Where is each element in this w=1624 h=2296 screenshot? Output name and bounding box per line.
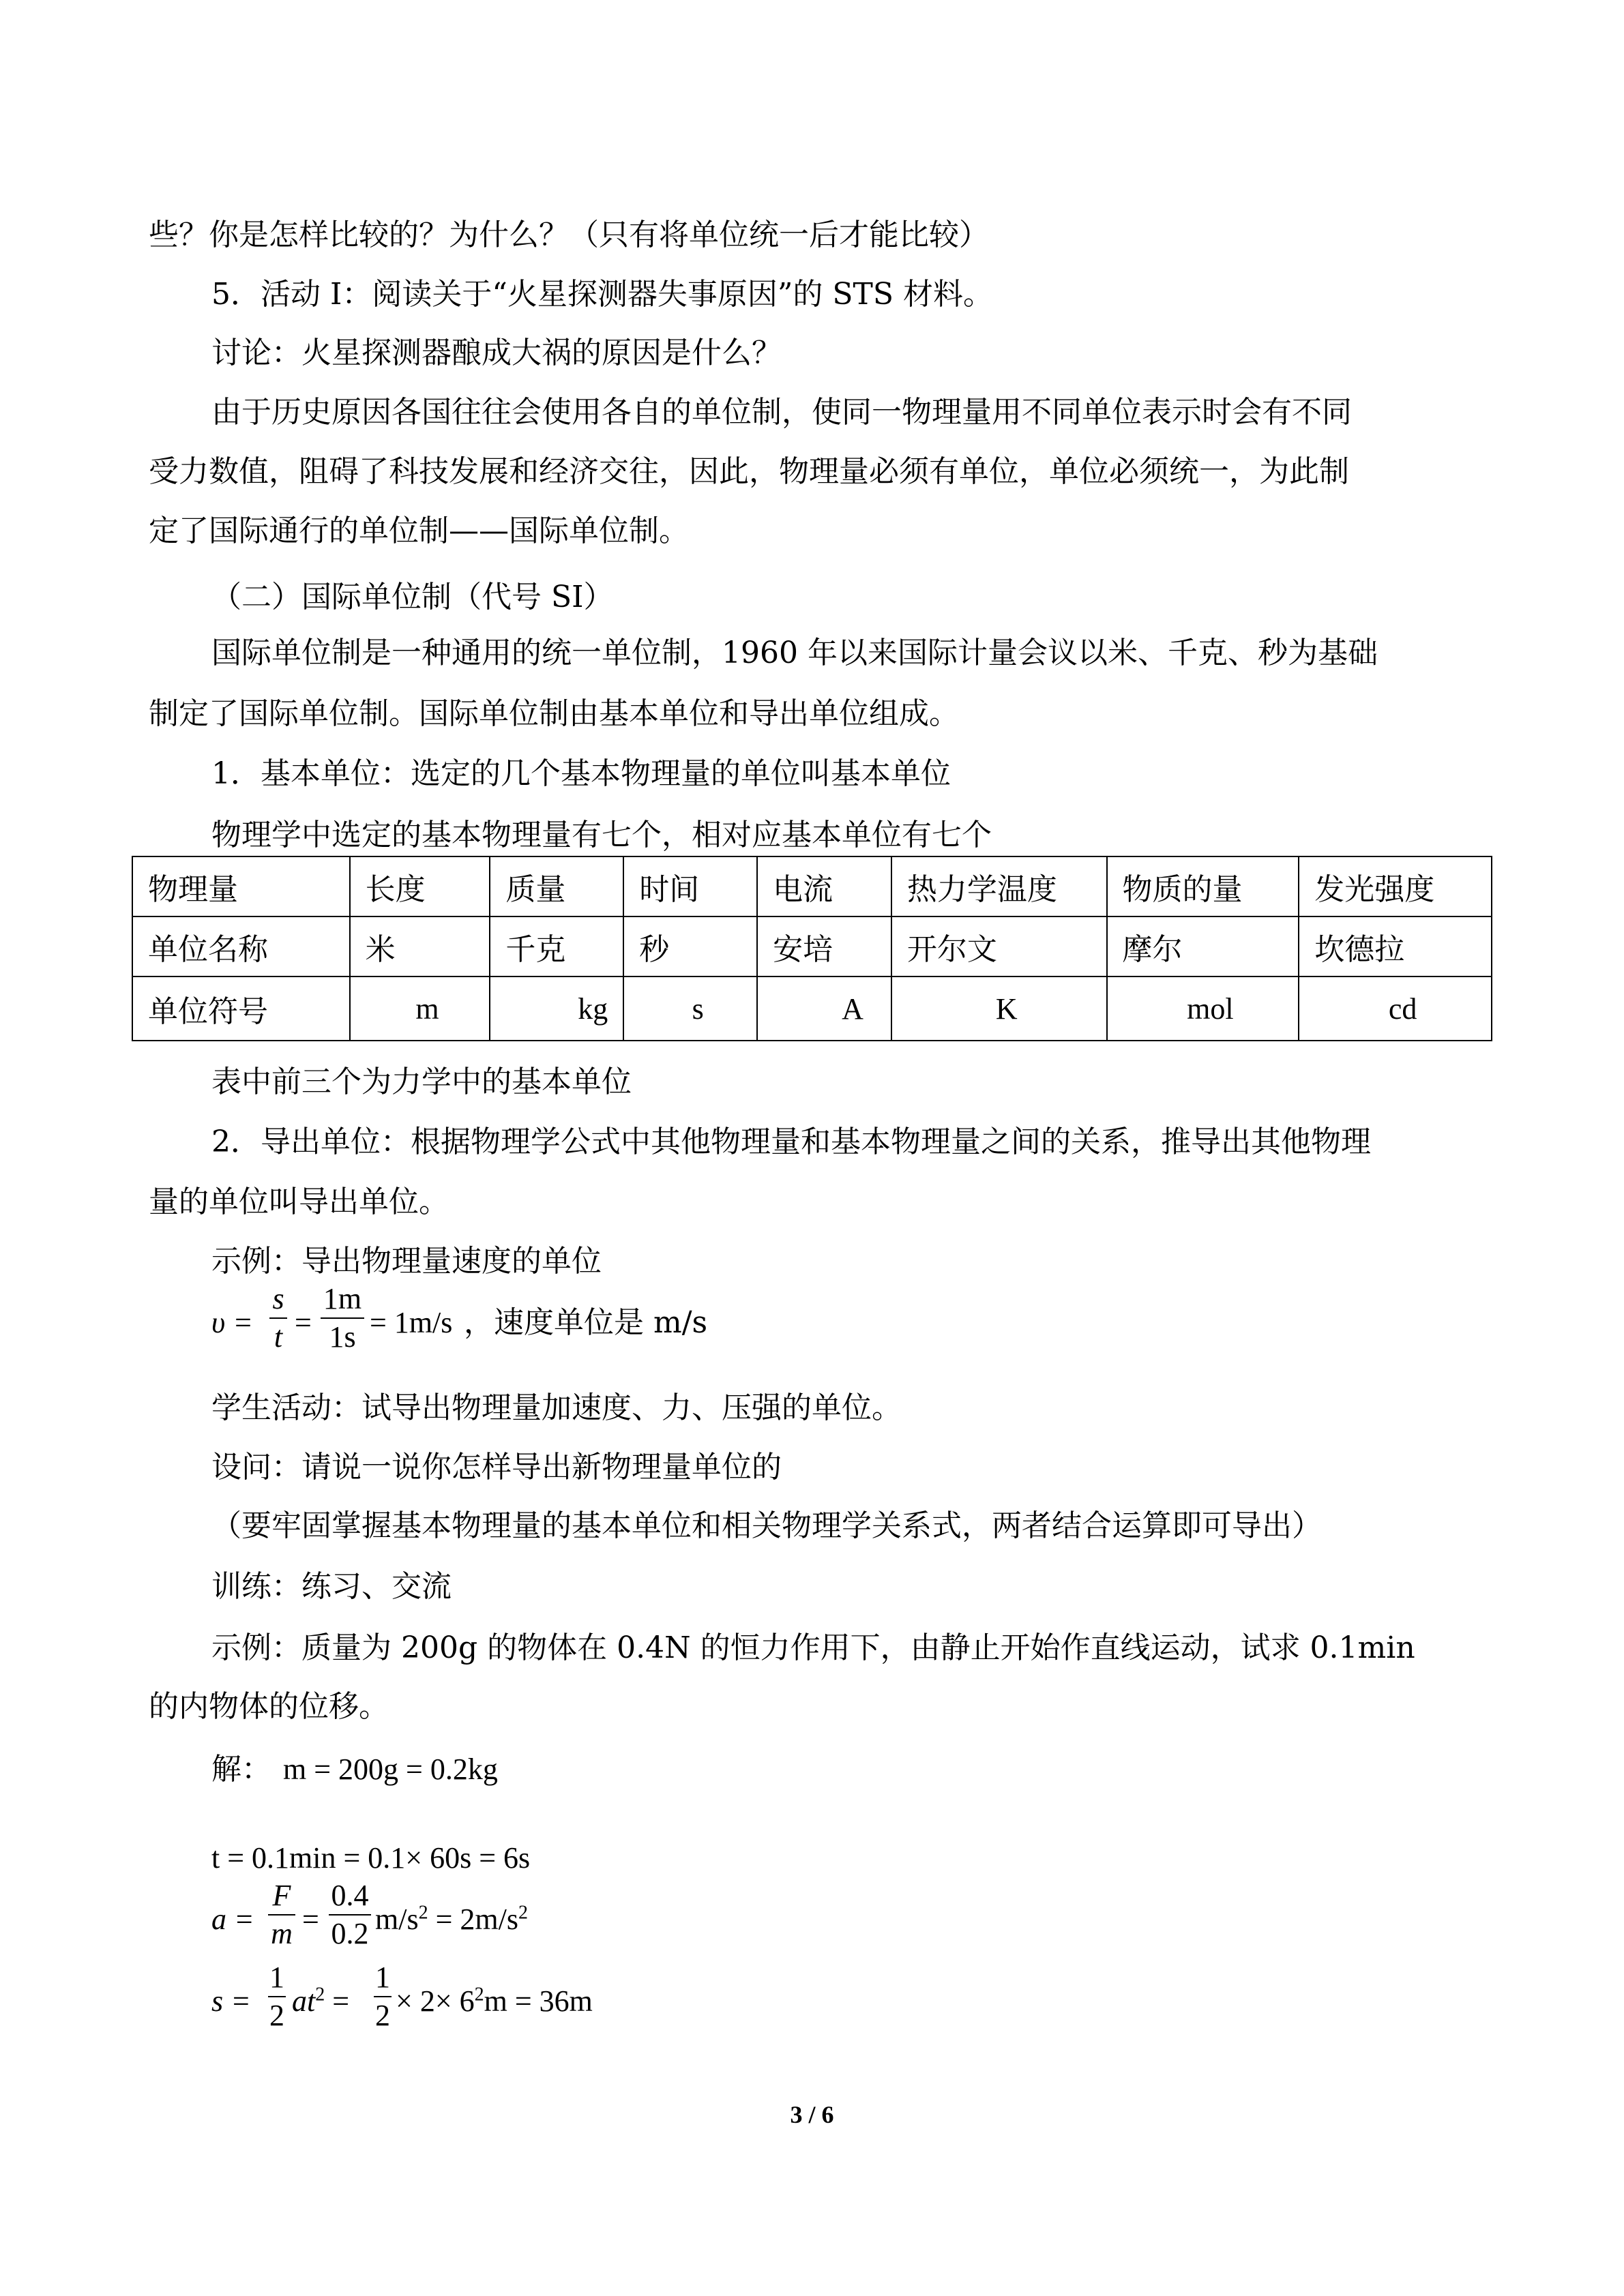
- table-cell: 质量: [490, 856, 623, 916]
- fraction-denominator: 0.2: [331, 1917, 369, 1950]
- text-line: 示例：导出物理量速度的单位: [211, 1244, 602, 1279]
- formula-text: × 2× 6: [396, 1984, 475, 2018]
- fraction-denominator: 2: [269, 1999, 284, 2032]
- formula-text: = 1m/s: [370, 1306, 453, 1339]
- table-cell: 安培: [757, 916, 891, 976]
- table-row: [132, 856, 1492, 916]
- table-cell: 单位符号: [132, 976, 350, 1041]
- fraction: [268, 1879, 295, 1951]
- formula-superscript: 2: [418, 1902, 428, 1924]
- fraction-denominator: 1s: [329, 1320, 356, 1354]
- fraction-bar: [321, 1317, 364, 1319]
- text-line: 表中前三个为力学中的基本单位: [211, 1064, 632, 1099]
- fraction-numerator: 0.4: [331, 1879, 369, 1912]
- fraction: [268, 1960, 286, 2033]
- fraction-denominator: m: [271, 1917, 293, 1950]
- table-cell: 单位名称: [132, 916, 350, 976]
- fraction-denominator: t: [274, 1320, 283, 1354]
- formula-text: υ =: [211, 1306, 253, 1339]
- formula-acceleration-lhs: [211, 1899, 254, 1940]
- formula-text: =: [325, 1984, 350, 2018]
- page-number: 3 / 6: [790, 2101, 834, 2128]
- text-line: 些？你是怎样比较的？为什么？（只有将单位统一后才能比较）: [149, 218, 989, 252]
- fraction-bar: [329, 1914, 371, 1915]
- table-cell: 秒: [623, 916, 757, 976]
- table-cell: cd: [1299, 976, 1492, 1041]
- formula-text: ，速度单位是 m/s: [464, 1305, 708, 1340]
- text-line: 2．导出单位：根据物理学公式中其他物理量和基本物理量之间的关系，推导出其他物理: [211, 1124, 1371, 1159]
- text-line: 受力数值，阻碍了科技发展和经济交往，因此，物理量必须有单位，单位必须统一，为此制: [149, 454, 1349, 489]
- table-cell: A: [757, 976, 891, 1041]
- table-cell: s: [623, 976, 757, 1041]
- table-cell: 长度: [350, 856, 490, 916]
- table-cell: m: [350, 976, 490, 1041]
- formula-text: a =: [211, 1903, 254, 1936]
- formula-text: = 2m/s: [428, 1903, 518, 1936]
- formula-text: m = 36m: [484, 1984, 593, 2018]
- fraction: [321, 1282, 364, 1354]
- text-line: 的内物体的位移。: [149, 1689, 389, 1724]
- table-cell: K: [891, 976, 1107, 1041]
- text-line: 由于历史原因各国往往会使用各自的单位制，使同一物理量用不同单位表示时会有不同: [211, 395, 1352, 430]
- table-cell: 千克: [490, 916, 623, 976]
- text-line: 国际单位制是一种通用的统一单位制，1960 年以来国际计量会议以米、千克、秒为基础: [211, 636, 1378, 670]
- fraction-numerator: F: [272, 1879, 291, 1912]
- text-line: 讨论：火星探测器酿成大祸的原因是什么？: [211, 336, 782, 370]
- table-cell: 发光强度: [1299, 856, 1492, 916]
- table-cell: 物质的量: [1107, 856, 1299, 916]
- fraction-numerator: 1: [375, 1960, 390, 1994]
- text-line: 示例：质量为 200g 的物体在 0.4N 的恒力作用下，由静止开始作直线运动，试求 0.1min: [211, 1630, 1415, 1665]
- formula-superscript: 2: [518, 1902, 528, 1924]
- text-line: 学生活动：试导出物理量加速度、力、压强的单位。: [211, 1390, 902, 1425]
- formula-mass: m = 200g = 0.2kg: [283, 1753, 498, 1786]
- text-line: 设问：请说一说你怎样导出新物理量单位的: [211, 1450, 782, 1485]
- formula-time: t = 0.1min = 0.1× 60s = 6s: [211, 1841, 531, 1875]
- table-cell: 时间: [623, 856, 757, 916]
- text-line: 物理学中选定的基本物理量有七个，相对应基本单位有七个: [211, 818, 992, 852]
- text-line: 定了国际通行的单位制——国际单位制。: [149, 513, 689, 548]
- table-cell: 物理量: [132, 856, 350, 916]
- text-line: （要牢固掌握基本物理量的基本单位和相关物理学关系式，两者结合运算即可导出）: [211, 1508, 1322, 1543]
- fraction-bar: [374, 1996, 392, 1997]
- formula-displacement-rhs: [396, 1981, 593, 2022]
- si-units-table: [132, 856, 1492, 1041]
- fraction: [374, 1960, 392, 2033]
- formula-acceleration-rhs: [375, 1899, 528, 1940]
- text-line: 5．活动 I：阅读关于“火星探测器失事原因”的 STS 材料。: [211, 277, 993, 312]
- table-cell: 电流: [757, 856, 891, 916]
- formula-text: m/s: [375, 1903, 419, 1936]
- text-line: 量的单位叫导出单位。: [149, 1184, 449, 1219]
- table-cell: 摩尔: [1107, 916, 1299, 976]
- table-cell: 开尔文: [891, 916, 1107, 976]
- fraction-bar: [269, 1317, 287, 1319]
- formula-text: s =: [211, 1984, 251, 2018]
- fraction-denominator: 2: [375, 1999, 390, 2032]
- formula-text: =: [302, 1903, 319, 1936]
- fraction: [329, 1879, 371, 1951]
- fraction-bar: [268, 1996, 286, 1997]
- fraction-bar: [268, 1914, 295, 1915]
- table-cell: kg: [490, 976, 623, 1041]
- fraction-numerator: 1m: [323, 1282, 362, 1315]
- text-line: 训练：练习、交流: [211, 1569, 452, 1604]
- formula-superscript: 2: [474, 1984, 484, 2006]
- table-cell: 坎德拉: [1299, 916, 1492, 976]
- table-cell: mol: [1107, 976, 1299, 1041]
- formula-displacement-mid: [292, 1981, 349, 2022]
- table-cell: 米: [350, 916, 490, 976]
- table-cell: 热力学温度: [891, 856, 1107, 916]
- fraction-numerator: 1: [269, 1960, 284, 1994]
- table-row: [132, 976, 1492, 1041]
- formula-superscript: 2: [315, 1984, 325, 2006]
- fraction: [269, 1282, 287, 1354]
- formula-velocity-lhs: [211, 1302, 253, 1343]
- formula-text: =: [295, 1306, 312, 1339]
- formula-displacement-lhs: [211, 1981, 251, 2022]
- text-line: 1．基本单位：选定的几个基本物理量的单位叫基本单位: [211, 756, 951, 791]
- text-line: 制定了国际单位制。国际单位制由基本单位和导出单位组成。: [149, 696, 959, 731]
- formula-text: at: [292, 1984, 316, 2018]
- fraction-numerator: s: [272, 1282, 284, 1315]
- text-line: 解：: [211, 1752, 271, 1787]
- table-row: [132, 916, 1492, 976]
- section-heading: （二）国际单位制（代号 SI）: [211, 580, 614, 614]
